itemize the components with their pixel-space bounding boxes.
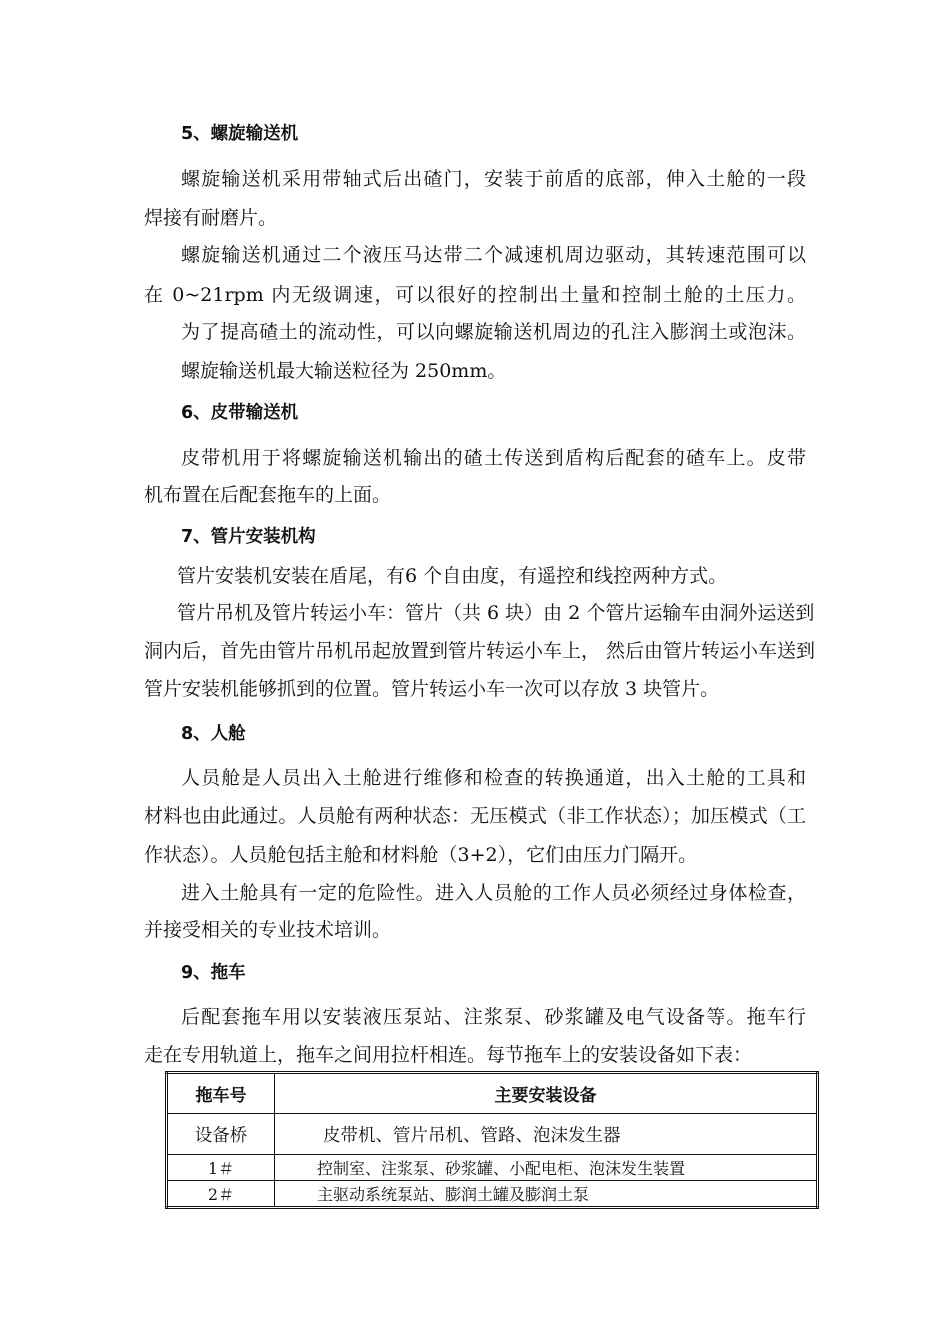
column-header-trailer-no: 拖车号 xyxy=(167,1073,275,1114)
paragraph-line: 螺旋输送机最大输送粒径为 250mm。 xyxy=(181,360,507,382)
section-heading-9: 9、拖车 xyxy=(181,963,246,983)
table-row xyxy=(167,1155,818,1181)
table-row xyxy=(167,1114,818,1155)
paragraph-line: 机布置在后配套拖车的上面。 xyxy=(144,484,392,506)
table-cell-equipment: 皮带机、管片吊机、管路、泡沫发生器 xyxy=(275,1114,818,1155)
paragraph-line: 管片吊机及管片转运小车：管片（共 6 块）由 2 个管片运输车由洞外运送到 xyxy=(177,602,815,624)
paragraph-line: 作状态）。人员舱包括主舱和材料舱（3+2），它们由压力门隔开。 xyxy=(144,844,698,866)
section-heading-6: 6、皮带输送机 xyxy=(181,403,299,423)
section-heading-8: 8、人舱 xyxy=(181,724,246,744)
trailer-equipment-table xyxy=(165,1071,819,1209)
table-header-row xyxy=(167,1073,818,1114)
paragraph-line: 焊接有耐磨片。 xyxy=(144,207,278,229)
column-header-equipment: 主要安装设备 xyxy=(275,1073,818,1114)
table-row xyxy=(167,1181,818,1208)
paragraph-line: 螺旋输送机通过二个液压马达带二个减速机周边驱动，其转速范围可以 xyxy=(181,244,806,266)
paragraph-line: 走在专用轨道上，拖车之间用拉杆相连。每节拖车上的安装设备如下表： xyxy=(144,1044,753,1066)
section-heading-7: 7、管片安装机构 xyxy=(181,527,316,547)
paragraph-line: 材料也由此通过。人员舱有两种状态：无压模式（非工作状态）；加压模式（工 xyxy=(144,805,806,827)
paragraph-line: 人员舱是人员出入土舱进行维修和检查的转换通道，出入土舱的工具和 xyxy=(181,767,806,789)
paragraph-line: 洞内后，首先由管片吊机吊起放置到管片转运小车上， 然后由管片转运小车送到 xyxy=(144,640,816,662)
table-cell-trailer-no: 2＃ xyxy=(167,1181,275,1208)
paragraph-line: 在 0~21rpm 内无级调速，可以很好的控制出土量和控制土舱的土压力。 xyxy=(144,284,806,306)
paragraph-line: 螺旋输送机采用带轴式后出碴门，安装于前盾的底部，伸入土舱的一段 xyxy=(181,168,806,190)
table-cell-trailer-no: 1＃ xyxy=(167,1155,275,1181)
table-cell-equipment: 控制室、注浆泵、砂浆罐、小配电柜、泡沫发生装置 xyxy=(275,1155,818,1181)
paragraph-line: 后配套拖车用以安装液压泵站、注浆泵、砂浆罐及电气设备等。拖车行 xyxy=(181,1006,806,1028)
paragraph-line: 为了提高碴土的流动性，可以向螺旋输送机周边的孔注入膨润土或泡沫。 xyxy=(181,321,806,343)
paragraph-line: 管片安装机安装在盾尾，有6 个自由度，有遥控和线控两种方式。 xyxy=(177,565,728,587)
table-cell-equipment: 主驱动系统泵站、膨润土罐及膨润土泵 xyxy=(275,1181,818,1208)
paragraph-line: 并接受相关的专业技术培训。 xyxy=(144,919,392,941)
section-heading-5: 5、螺旋输送机 xyxy=(181,124,299,144)
table-cell-trailer-no: 设备桥 xyxy=(167,1114,275,1155)
paragraph-line: 管片安装机能够抓到的位置。管片转运小车一次可以存放 3 块管片。 xyxy=(144,678,720,700)
paragraph-line: 进入土舱具有一定的危险性。进入人员舱的工作人员必须经过身体检查， xyxy=(181,882,806,904)
paragraph-line: 皮带机用于将螺旋输送机输出的碴土传送到盾构后配套的碴车上。皮带 xyxy=(181,447,806,469)
